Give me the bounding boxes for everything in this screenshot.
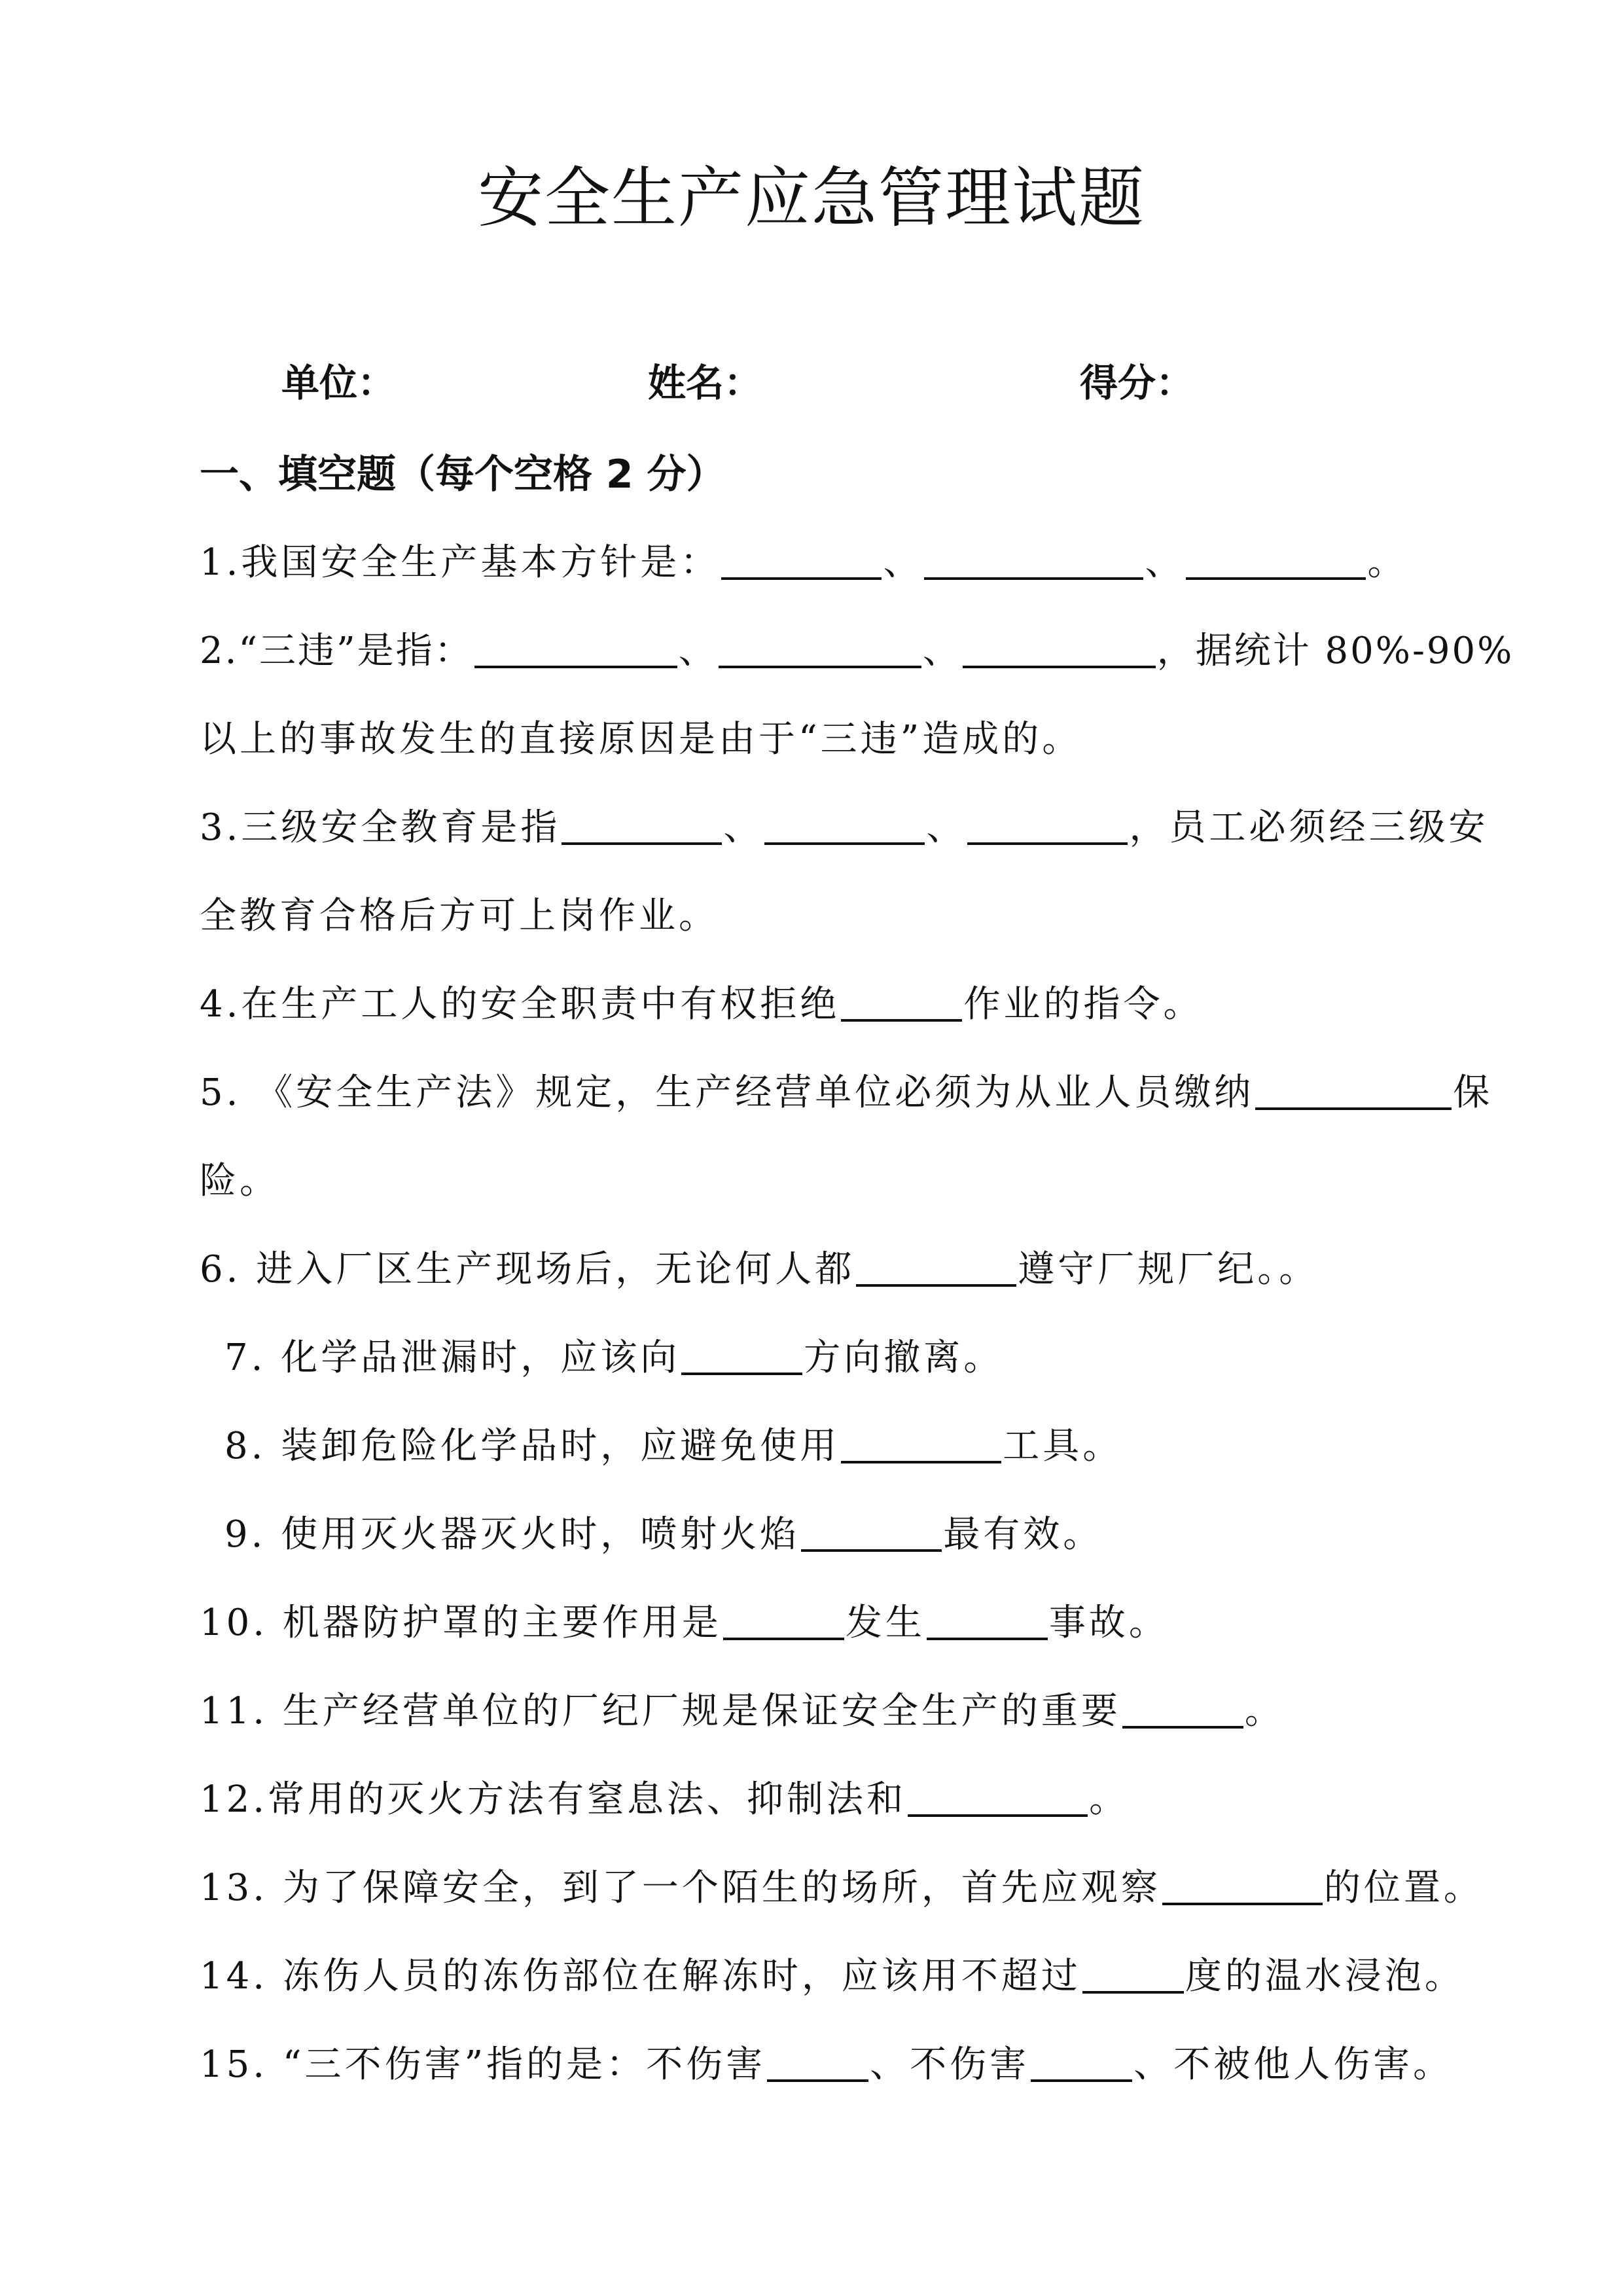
answer-blank[interactable] (1082, 1948, 1184, 1994)
question-text: 遵守厂规厂纪。。 (1018, 1248, 1319, 1291)
score-label: 得分： (1080, 361, 1194, 405)
answer-blank[interactable] (801, 1506, 942, 1552)
question-text: 、不被他人伤害。 (1133, 2043, 1454, 2086)
question-10 (200, 1590, 1423, 1656)
question-9 (200, 1502, 1448, 1568)
answer-blank[interactable] (681, 1329, 802, 1375)
question-text: 事故。 (1048, 1602, 1169, 1644)
question-2 (200, 619, 1514, 684)
question-2-continued: 以上的事故发生的直接原因是由于“三违”造成的。 (200, 718, 1082, 761)
answer-blank[interactable] (908, 1771, 1088, 1817)
answer-blank[interactable] (963, 622, 1156, 668)
question-text: 工具。 (1003, 1425, 1123, 1467)
section-heading-fill-in: 一、填空题（每个空格 2 分） (200, 452, 726, 497)
question-14 (200, 1944, 1465, 2009)
answer-blank[interactable] (841, 976, 962, 1022)
answer-blank[interactable] (474, 622, 677, 668)
question-text: 7. 化学品泄漏时，应该向 (224, 1336, 681, 1379)
question-3 (200, 795, 1489, 861)
question-text: 3.三级安全教育是指 (200, 806, 561, 849)
answer-blank[interactable] (719, 622, 921, 668)
question-text: ，据统计 80%-90% (1156, 630, 1514, 672)
question-text: 。 (1244, 1690, 1285, 1732)
answer-blank[interactable] (723, 1594, 844, 1640)
answer-blank[interactable] (767, 2036, 868, 2082)
question-text: 、 (678, 630, 717, 672)
question-12 (200, 1767, 1423, 1833)
question-7 (200, 1325, 1448, 1391)
question-5-continued: 险。 (200, 1160, 279, 1202)
page-title: 安全生产应急管理试题 (478, 160, 1145, 236)
question-text: 15. “三不伤害”指的是：不伤害 (200, 2043, 766, 2086)
question-text: 10. 机器防护罩的主要作用是 (200, 1602, 722, 1644)
question-text: 、 (883, 541, 923, 584)
question-text: 14. 冻伤人员的冻伤部位在解冻时，应该用不超过 (200, 1955, 1081, 1998)
question-text: 9. 使用灭火器灭火时，喷射火焰 (224, 1513, 800, 1556)
question-text: 。 (1089, 1778, 1130, 1821)
answer-blank[interactable] (721, 534, 882, 580)
question-text: 、 (723, 806, 764, 849)
question-text: 、 (922, 630, 961, 672)
question-8 (200, 1414, 1448, 1479)
answer-blank[interactable] (927, 1594, 1048, 1640)
question-text: 的位置。 (1323, 1867, 1484, 1909)
question-text: 12.常用的灭火方法有窒息法、抑制法和 (200, 1778, 907, 1821)
answer-blank[interactable] (1122, 1683, 1243, 1729)
unit-label: 单位： (281, 361, 396, 405)
answer-blank[interactable] (856, 1241, 1016, 1287)
question-text: 4.在生产工人的安全职责中有权拒绝 (200, 983, 840, 1026)
question-text: 作业的指令。 (963, 983, 1204, 1026)
answer-blank[interactable] (1255, 1064, 1452, 1110)
name-label: 姓名： (648, 361, 762, 405)
question-15 (200, 2032, 1454, 2098)
question-text: 方向撤离。 (804, 1336, 1004, 1379)
question-text: 6. 进入厂区生产现场后，无论何人都 (200, 1248, 855, 1291)
question-5 (200, 1060, 1493, 1126)
question-text: 5. 《安全生产法》规定，生产经营单位必须为从业人员缴纳 (200, 1071, 1255, 1114)
question-1 (200, 530, 1423, 596)
question-text: 。 (1367, 541, 1408, 584)
question-3-continued: 全教育合格后方可上岗作业。 (200, 895, 719, 937)
question-text: 11. 生产经营单位的厂纪厂规是保证安全生产的重要 (200, 1690, 1121, 1732)
question-text: 最有效。 (943, 1513, 1103, 1556)
question-text: 保 (1453, 1071, 1493, 1114)
answer-blank[interactable] (764, 799, 925, 845)
question-text: 2.“三违”是指： (200, 630, 473, 672)
question-text: 8. 装卸危险化学品时，应避免使用 (224, 1425, 840, 1467)
question-6 (200, 1237, 1423, 1302)
question-text: 13. 为了保障安全，到了一个陌生的场所，首先应观察 (200, 1867, 1161, 1909)
question-13 (200, 1856, 1484, 1921)
question-text: 1.我国安全生产基本方针是： (200, 541, 721, 584)
question-11 (200, 1679, 1423, 1744)
question-4 (200, 972, 1423, 1037)
answer-blank[interactable] (841, 1418, 1001, 1463)
answer-blank[interactable] (967, 799, 1128, 845)
answer-blank[interactable] (1162, 1859, 1323, 1905)
question-text: 度的温水浸泡。 (1185, 1955, 1465, 1998)
answer-blank[interactable] (1186, 534, 1366, 580)
question-text: ，员工必须经三级安 (1129, 806, 1489, 849)
answer-blank[interactable] (562, 799, 722, 845)
answer-blank[interactable] (924, 534, 1143, 580)
question-text: 、 (926, 806, 967, 849)
answer-blank[interactable] (1031, 2036, 1132, 2082)
question-text: 、不伤害 (870, 2043, 1030, 2086)
question-text: 、 (1145, 541, 1185, 584)
question-text: 发生 (845, 1602, 925, 1644)
